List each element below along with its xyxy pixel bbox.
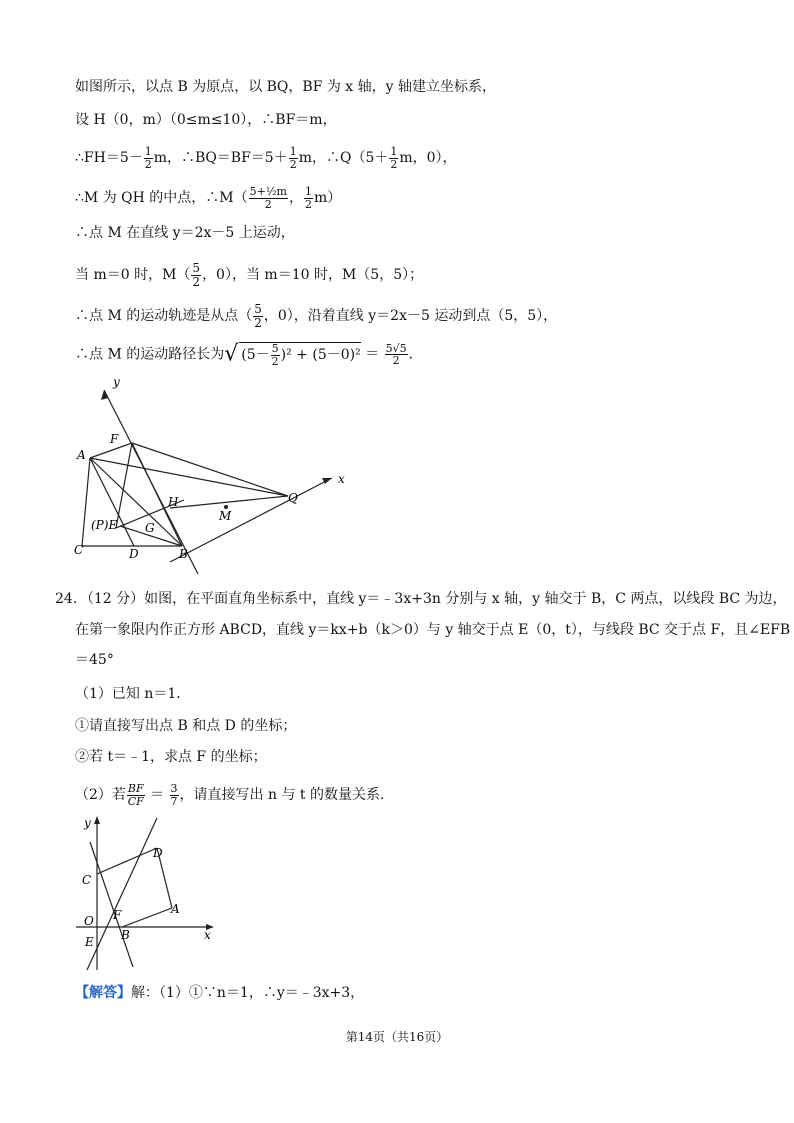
fraction-3-7: $\frac{3}{7}$ — [170, 782, 178, 808]
text: ，0），沿着直线 y＝2x－5 运动到点（5，5）， — [263, 308, 558, 325]
text: ，请直接写出 n 与 t 的数量关系． — [179, 787, 394, 804]
fraction-half: $\frac{1}{2}$ — [390, 145, 398, 171]
text: 当 m＝0 时，M（ — [75, 267, 191, 284]
label-x: x — [204, 928, 211, 942]
text: m，∴Q（5＋ — [298, 150, 389, 167]
figure-2-geometry — [70, 812, 220, 977]
solution-line-7 — [75, 303, 557, 329]
sqrt-sign: √ — [224, 341, 239, 367]
label-O: O — [84, 914, 94, 928]
label-F: F — [110, 432, 119, 446]
label-x: x — [338, 472, 345, 486]
label-B: B — [179, 547, 188, 561]
text: ． — [408, 346, 423, 363]
page-footer: 第14页（共16页） — [345, 1030, 449, 1044]
text: ，0），当 m＝10 时，M（5，5）； — [202, 267, 424, 284]
label-A: A — [171, 902, 180, 916]
label-C: C — [74, 543, 84, 557]
sqrt-body: (5－ $\frac{5}{2}$ )² + (5－0)² — [241, 342, 361, 368]
segment-AD — [90, 458, 134, 546]
text: （2）若 — [75, 787, 126, 804]
text: ∴点 M 的运动轨迹是从点（ — [75, 308, 253, 325]
solution-line-3 — [75, 146, 457, 170]
fraction-answer: $\frac{5√5}{2}$ — [385, 341, 407, 368]
fraction-half: $\frac{1}{2}$ — [289, 145, 297, 171]
y-axis-arrow — [94, 816, 100, 824]
fraction-bf-cf: $\frac{BF}{CF}$ — [127, 782, 144, 808]
part-1-sub-1: ①请直接写出点 B 和点 D 的坐标； — [75, 718, 297, 734]
fraction-half: $\frac{1}{2}$ — [144, 145, 152, 171]
segment-HQ — [170, 496, 288, 508]
label-E: E — [85, 935, 94, 949]
text: ∴FH＝5－ — [75, 150, 143, 167]
label-y: y — [84, 816, 91, 830]
x-axis — [170, 478, 332, 562]
segment-FQ — [132, 443, 288, 496]
fraction-5-2: $\frac{5}{2}$ — [192, 261, 201, 289]
text: ∴M 为 QH 的中点，∴M（ — [75, 190, 248, 207]
text: m，0）， — [399, 150, 457, 167]
segment-AQ — [90, 458, 288, 496]
solution-line-6 — [75, 262, 423, 288]
segment-AB — [122, 908, 172, 927]
text: ∴点 M 的运动路径长为 — [75, 346, 225, 363]
label-Q: Q — [288, 491, 298, 505]
solution-line-4 — [75, 186, 341, 210]
label-PE: (P)E — [91, 518, 118, 532]
fraction-5-2: $\frac{5}{2}$ — [271, 342, 279, 368]
label-A: A — [77, 448, 86, 462]
figure-1-geometry — [60, 372, 360, 577]
solution-line-1: 如图所示，以点 B 为原点，以 BQ，BF 为 x 轴，y 轴建立坐标系， — [75, 79, 497, 95]
x-axis-arrow — [322, 478, 332, 484]
label-B: B — [121, 928, 130, 942]
solution-line-5: ∴点 M 在直线 y＝2x－5 上运动， — [75, 225, 295, 241]
text: m，∴BQ＝BF＝5＋ — [153, 150, 288, 167]
label-C: C — [82, 873, 92, 887]
fraction-5-2: $\frac{5}{2}$ — [254, 302, 262, 330]
label-D: D — [129, 547, 139, 561]
label-H: H — [168, 495, 179, 509]
segment-CD — [97, 848, 157, 874]
answer-line — [75, 986, 364, 1000]
text: ＝ — [145, 787, 169, 804]
solution-line-2: 设 H（0，m）（0≤m≤10），∴BF＝m， — [75, 112, 337, 128]
label-M: M — [219, 509, 232, 523]
question-line-2: 在第一象限内作正方形 ABCD，直线 y＝kx+b（k＞0）与 y 轴交于点 E（0，t），与线段 BC 交于点 F，且∠EFB — [75, 622, 791, 638]
question-line-1: 24．（12 分）如图，在平面直角坐标系中，直线 y＝﹣3x+3n 分别与 x 轴，y 轴交于 B，C 两点，以线段 BC 为边， — [55, 591, 787, 607]
question-line-3: ＝45° — [75, 652, 114, 668]
label-D: D — [153, 846, 163, 860]
fraction-m: $\frac{\text{5+½m}}{2}$ — [249, 185, 287, 211]
text: ＝ — [360, 346, 384, 363]
answer-text: 解：（1）①∵n＝1，∴y＝﹣3x+3， — [131, 985, 365, 1001]
part-1: （1）已知 n＝1． — [75, 686, 191, 702]
part-1-sub-2: ②若 t＝﹣1，求点 F 的坐标； — [75, 749, 267, 765]
answer-tag: 【解答】 — [75, 985, 131, 1001]
part-2 — [75, 783, 394, 807]
solution-line-8 — [75, 342, 423, 367]
text: m） — [313, 190, 342, 207]
segment-AC — [82, 458, 90, 546]
label-y: y — [113, 375, 120, 389]
text: ， — [288, 190, 303, 207]
fraction-half: $\frac{1}{2}$ — [304, 185, 312, 211]
label-G: G — [145, 521, 155, 535]
label-F: F — [113, 908, 122, 922]
